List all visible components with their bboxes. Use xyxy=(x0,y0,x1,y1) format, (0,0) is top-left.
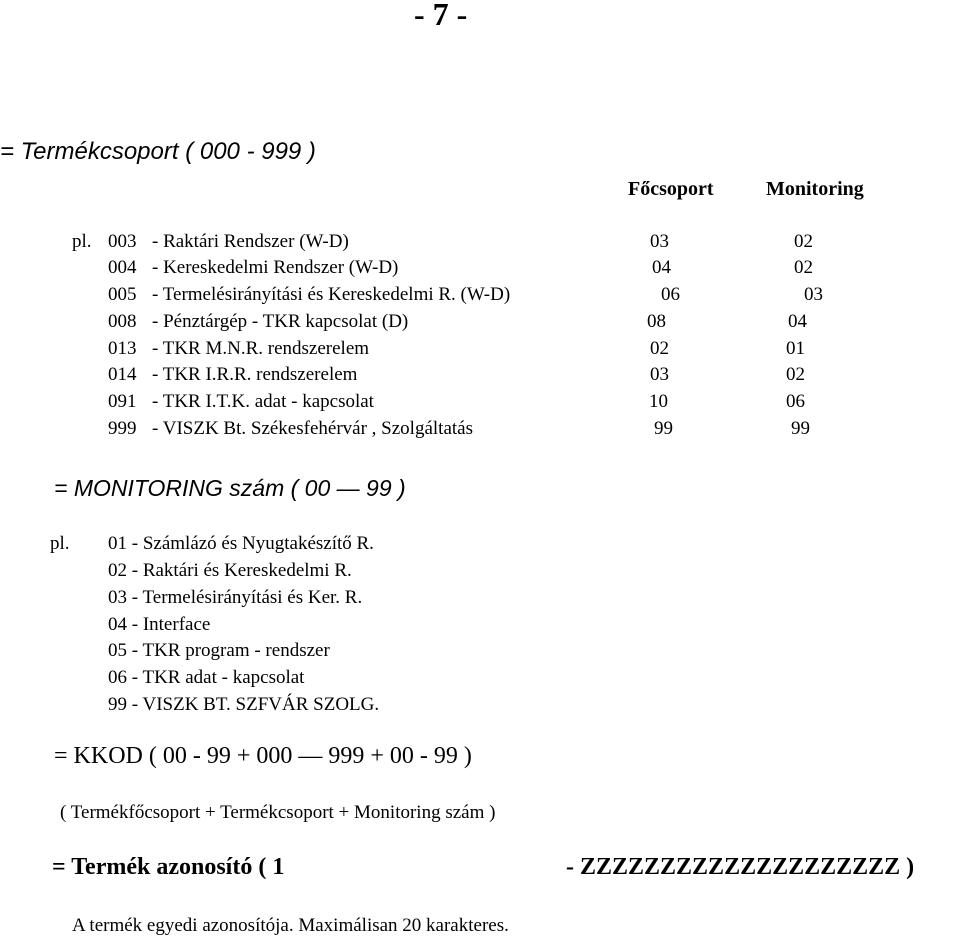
group-code: 999 xyxy=(108,418,137,439)
monitoring-value: 06 xyxy=(786,391,805,412)
monitoring-row xyxy=(0,667,960,693)
monitoring-row xyxy=(0,587,960,613)
termekcsoport-heading: = Termékcsoport ( 000 - 999 ) xyxy=(0,138,316,165)
group-code: 005 xyxy=(108,284,137,305)
monitoring-column-header: Monitoring xyxy=(766,178,864,200)
termekcsoport-row xyxy=(0,257,960,283)
group-description: - TKR M.N.R. rendszerelem xyxy=(152,338,370,359)
focsoport-value: 99 xyxy=(654,418,673,439)
focsoport-value: 06 xyxy=(661,284,680,305)
termekcsoport-row xyxy=(0,311,960,337)
termekcsoport-row xyxy=(0,284,960,310)
group-code: 091 xyxy=(108,391,137,412)
monitoring-value: 02 xyxy=(794,231,813,252)
monitoring-row xyxy=(0,533,960,559)
monitoring-value: 02 xyxy=(794,257,813,278)
example-prefix: pl. xyxy=(50,533,70,554)
monitoring-value: 99 xyxy=(791,418,810,439)
group-description: - VISZK Bt. Székesfehérvár , Szolgáltatás xyxy=(152,418,473,439)
termek-azonosito-heading: = Termék azonosító ( 1 xyxy=(52,854,285,880)
monitoring-row xyxy=(0,640,960,666)
example-prefix: pl. xyxy=(72,231,92,252)
kkod-note: ( Termékfőcsoport + Termékcsoport + Monitoring szám ) xyxy=(60,802,496,823)
monitoring-row xyxy=(0,560,960,586)
monitoring-item: 02 - Raktári és Kereskedelmi R. xyxy=(108,560,352,581)
monitoring-item: 01 - Számlázó és Nyugtakészítő R. xyxy=(108,533,374,554)
monitoring-item: 06 - TKR adat - kapcsolat xyxy=(108,667,305,688)
monitoring-row xyxy=(0,614,960,640)
termekcsoport-row xyxy=(0,338,960,364)
monitoring-value: 01 xyxy=(786,338,805,359)
termekcsoport-row xyxy=(0,364,960,390)
focsoport-value: 03 xyxy=(650,364,669,385)
group-description: - TKR I.T.K. adat - kapcsolat xyxy=(152,391,374,412)
monitoring-item: 99 - VISZK BT. SZFVÁR SZOLG. xyxy=(108,694,380,715)
group-code: 008 xyxy=(108,311,137,332)
termekcsoport-row xyxy=(0,391,960,417)
monitoring-value: 03 xyxy=(804,284,823,305)
monitoring-heading: = MONITORING szám ( 00 — 99 ) xyxy=(54,475,406,501)
monitoring-item: 04 - Interface xyxy=(108,614,211,635)
monitoring-value: 02 xyxy=(786,364,805,385)
monitoring-value: 04 xyxy=(788,311,807,332)
monitoring-row xyxy=(0,694,960,720)
focsoport-value: 02 xyxy=(650,338,669,359)
focsoport-value: 03 xyxy=(650,231,669,252)
focsoport-value: 04 xyxy=(652,257,671,278)
kkod-heading: = KKOD ( 00 - 99 + 000 — 999 + 00 - 99 ) xyxy=(54,743,472,769)
group-code: 014 xyxy=(108,364,137,385)
group-description: - Kereskedelmi Rendszer (W-D) xyxy=(152,257,399,278)
focsoport-value: 10 xyxy=(649,391,668,412)
focsoport-value: 08 xyxy=(647,311,666,332)
monitoring-item: 05 - TKR program - rendszer xyxy=(108,640,330,661)
page-number: - 7 - xyxy=(414,0,468,32)
focsoport-column-header: Főcsoport xyxy=(628,178,714,200)
group-description: - Raktári Rendszer (W-D) xyxy=(152,231,349,252)
group-code: 013 xyxy=(108,338,137,359)
group-description: - Pénztárgép - TKR kapcsolat (D) xyxy=(152,311,409,332)
termekcsoport-row xyxy=(0,418,960,444)
termek-azonosito-note: A termék egyedi azonosítója. Maximálisan 20 karakteres. xyxy=(72,915,509,936)
termek-azonosito-range-end: - ZZZZZZZZZZZZZZZZZZZZ ) xyxy=(566,854,915,880)
group-description: - TKR I.R.R. rendszerelem xyxy=(152,364,358,385)
group-description: - Termelésirányítási és Kereskedelmi R. (W-D) xyxy=(152,284,511,305)
termekcsoport-row xyxy=(0,231,960,257)
monitoring-item: 03 - Termelésirányítási és Ker. R. xyxy=(108,587,363,608)
group-code: 003 xyxy=(108,231,137,252)
group-code: 004 xyxy=(108,257,137,278)
